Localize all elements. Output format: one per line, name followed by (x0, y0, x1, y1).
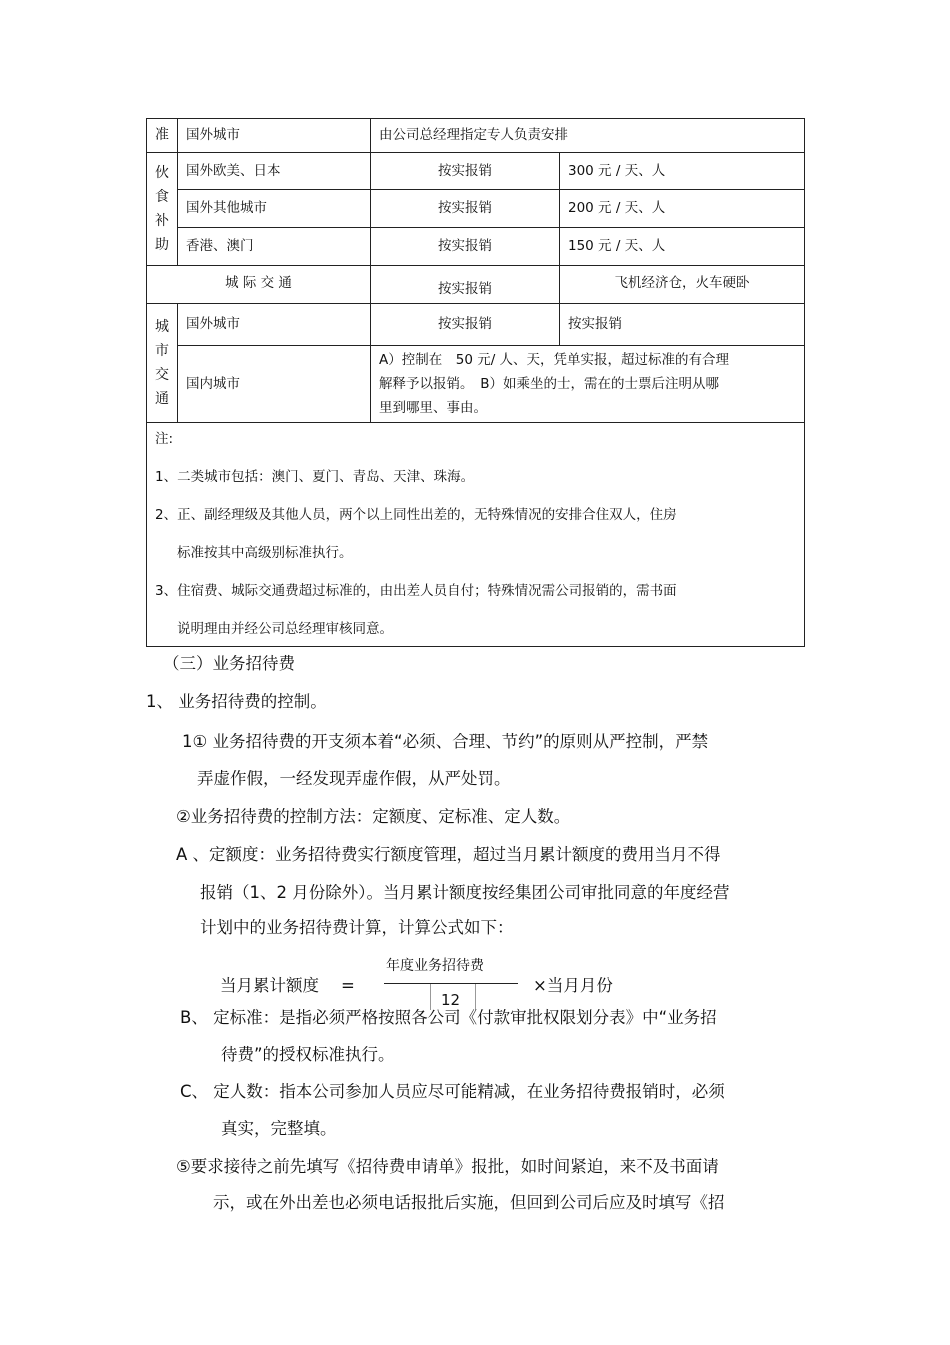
notes-cell (147, 423, 805, 647)
paragraph: B、 定标准：是指必须严格按照各公司《付款审批权限划分表》中“业务招 (180, 1008, 717, 1027)
paragraph: ⑤要求接待之前先填写《招待费申请单》报批，如时间紧迫，来不及书面请 (176, 1157, 719, 1176)
method-cell: 按实报销 (371, 190, 560, 228)
limit-cell: 按实报销 (560, 304, 805, 346)
paragraph: ②业务招待费的控制方法：定额度、定标准、定人数。 (176, 807, 571, 826)
method-cell: 按实报销 (371, 266, 560, 304)
paragraph: 弄虚作假，一经发现弄虚作假，从严处罚。 (197, 769, 511, 788)
table-row (147, 423, 805, 647)
formula-rhs: ×当月月份 (533, 976, 613, 995)
paragraph: 计划中的业务招待费计算，计算公式如下： (200, 918, 514, 937)
place-cell: 国外城市 (178, 304, 371, 346)
note-3: 3、住宿费、城际交通费超过标准的，由出差人员自付；特殊情况需公司报销的，需书面 (155, 583, 677, 599)
note-2-cont: 标准按其中高级别标准执行。 (177, 545, 353, 561)
note-3-cont: 说明理由并经公司总经理审核同意。 (177, 621, 393, 637)
limit-cell: 150 元 / 天、人 (560, 228, 805, 266)
note-2: 2、正、副经理级及其他人员，两个以上同性出差的，无特殊情况的安排合住双人，住房 (155, 507, 677, 523)
formula-denominator: 12 (441, 991, 461, 1009)
table-row (147, 153, 805, 190)
table-row (147, 266, 805, 304)
table-row (147, 190, 805, 228)
place-cell: 香港、澳门 (178, 228, 371, 266)
method-cell: 按实报销 (371, 228, 560, 266)
note-cell: 由公司总经理指定专人负责安排 (371, 119, 805, 153)
method-cell: 按实报销 (371, 304, 560, 346)
side-label-food: 伙 食 补 助 (147, 153, 178, 266)
section-heading: （三）业务招待费 (163, 654, 295, 673)
table-row (147, 119, 805, 153)
paragraph: 1① 业务招待费的开支须本着“必须、合理、节约”的原则从严控制，严禁 (182, 732, 709, 751)
intercity-label: 城 际 交 通 (147, 266, 371, 304)
paragraph: C、 定人数：指本公司参加人员应尽可能精减，在业务招待费报销时，必须 (180, 1082, 725, 1101)
formula-eq: = (341, 976, 355, 995)
limit-cell: 300 元 / 天、人 (560, 153, 805, 190)
place-cell: 国外欧美、日本 (178, 153, 371, 190)
paragraph: 真实，完整填。 (221, 1119, 337, 1138)
place-cell: 国外城市 (178, 119, 371, 153)
limit-cell: 200 元 / 天、人 (560, 190, 805, 228)
formula-numerator: 年度业务招待费 (386, 958, 484, 974)
table-row (147, 228, 805, 266)
paragraph: 示，或在外出差也必须电话报批后实施，但回到公司后应及时填写《招 (213, 1193, 725, 1212)
paragraph: A 、定额度：业务招待费实行额度管理，超过当月累计额度的费用当月不得 (176, 845, 721, 864)
place-cell: 国外其他城市 (178, 190, 371, 228)
travel-standard-table (146, 118, 805, 647)
formula-lhs: 当月累计额度 (220, 976, 319, 995)
limit-cell: 飞机经济仓，火车硬卧 (560, 266, 805, 304)
note-1: 1、二类城市包括：澳门、夏门、青岛、天津、珠海。 (155, 469, 475, 485)
paragraph: 待费”的授权标准执行。 (221, 1045, 395, 1064)
heading-1: 1、 业务招待费的控制。 (146, 692, 327, 711)
paragraph: 报销（1、2 月份除外）。当月累计额度按经集团公司审批同意的年度经营 (200, 883, 730, 902)
table-row (147, 346, 805, 423)
notes-head: 注: (155, 431, 174, 447)
table-row (147, 304, 805, 346)
domestic-city-note: A）控制在 50 元/ 人、天，凭单实报，超过标准的有合理 解释予以报销。 B）如乘坐的士，需在的士票后注明从哪 里到哪里、事由。 (371, 346, 805, 423)
method-cell: 按实报销 (371, 153, 560, 190)
side-label-zhun: 准 (147, 119, 178, 153)
place-cell: 国内城市 (178, 346, 371, 423)
side-label-city: 城 市 交 通 (147, 304, 178, 423)
